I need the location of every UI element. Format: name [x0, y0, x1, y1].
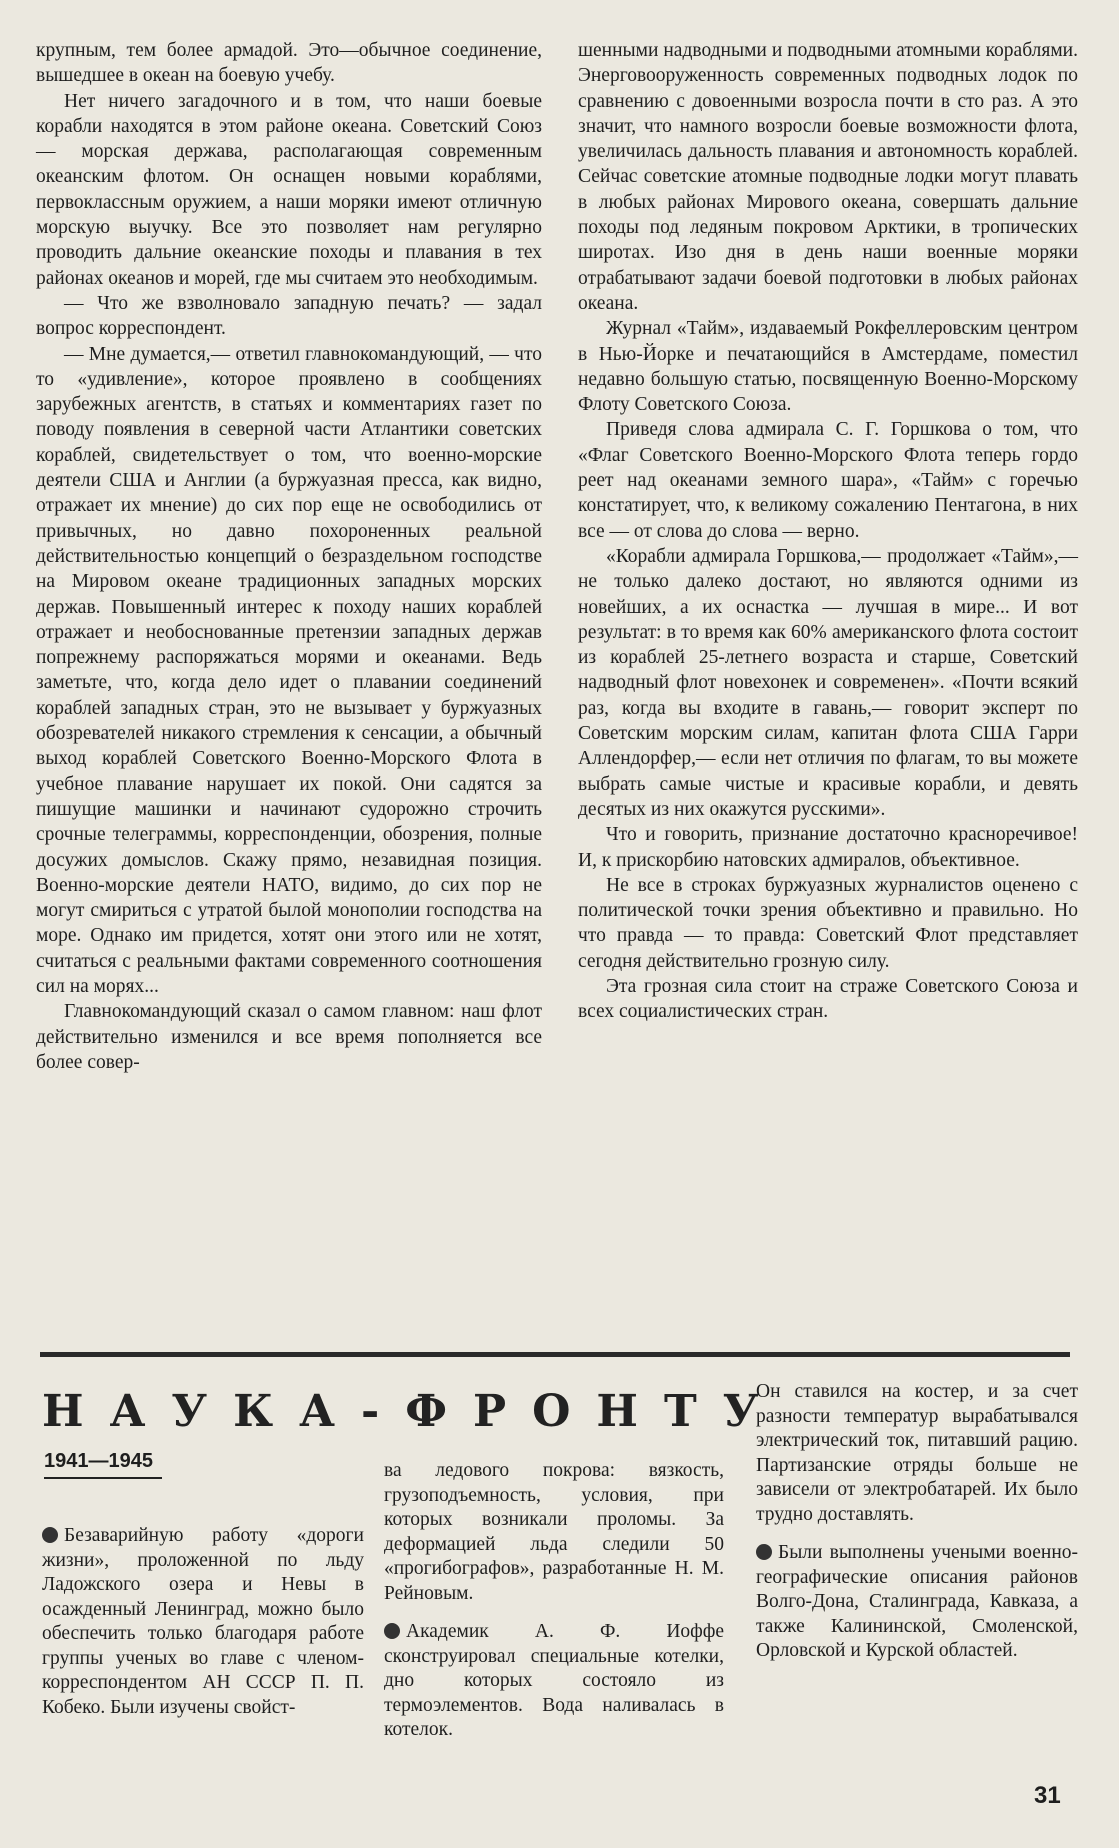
paragraph: крупным, тем более армадой. Это—обычное соединение, вышедшее в океан на боевую учебу. [36, 40, 542, 87]
paragraph: Были выполнены учеными военно-географические описания районов Волго-Дона, Сталинграда, Кавказа, а также Калининской, Смоленской, Орловской и Курской областей. [756, 1542, 1078, 1661]
paragraph: Журнал «Тайм», издаваемый Рокфеллеровским центром в Нью-Йорке и печатающийся в Амстердаме, поместил недавно большую статью, посвященную Военно-Морскому Флоту Советского Союза. [578, 318, 1078, 416]
paragraph: Безаварийную работу «дороги жизни», проложенной по льду Ладожского озера и Невы в осажденный Ленинград, можно было обеспечить только благодаря работе группы ученых во главе с членом-корреспондентом АН СССР П. П. Кобеко. Были изучены свойст- [42, 1525, 364, 1718]
section-years: 1941—1945 [44, 1450, 162, 1479]
paragraph: ва ледового покрова: вязкость, грузоподъемность, условия, при которых возникали проломы. За деформацией льда следили 50 «прогибографов», разработанные Н. М. Рейновым. [384, 1460, 724, 1604]
page-number: 31 [1034, 1782, 1061, 1809]
section-column-2 [384, 1459, 724, 1757]
paragraph: — Мне думается,— ответил главнокомандующий, — что то «удивление», которое проявлено в сообщениях зарубежных агентств, в статьях и комментариях газет по поводу появления в северной части Атлантики советских кораблей, свидетельствует о том, что военно-морские деятели США и Англии (а буржуазная пресса, как видно, отражает их мнение) до сих пор еще не освободились от привычных, но давно похороненных реальной действительностью концепций о безраздельном господстве на Мировом океане традиционных западных морских держав. Повышенный интерес к походу наших кораблей отражает и необоснованные претензии западных держав попрежнему распоряжаться морями и океанами. Ведь заметьте, что, когда дело идет о плавании соединений кораблей западных стран, это не вызывает у буржуазных обозревателей никакого стремления к сенсации, а обычный выход кораблей Советского Военно-Морского Флота в учебное плавание нарушает их покой. Они садятся за пишущие машинки и начинают судорожно строчить срочные телеграммы, корреспонденции, обозрения, полные досужих домыслов. Скажу прямо, незавидная позиция. Военно-морские деятели НАТО, видимо, до сих пор не могут смириться с утратой былой монополии господства на море. Однако им придется, хотят они этого или не хотят, считаться с реальными фактами современного соотношения сил на морях... [36, 343, 542, 997]
paragraph: Не все в строках буржуазных журналистов оценено с политической точки зрения объективно и правильно. Но что правда — то правда: Советский Флот представляет сегодня действительно грозную силу. [578, 874, 1078, 972]
paragraph: шенными надводными и подводными атомными кораблями. Энерговооруженность современных подводных лодок по сравнению с довоенными возросла почти в сто раз. А это значит, что намного возросли боевые возможности флота, увеличилась дальность плавания и автономность кораблей. Сейчас советские атомные подводные лодки могут плавать в любых районах Мирового океана, совершать дальние походы под ледяным покровом Арктики, в тропических широтах. Изо дня в день наши военные моряки отрабатывают задачи боевой подготовки в любых районах океана. [578, 40, 1078, 314]
bullet-icon [384, 1623, 400, 1639]
section-title: НАУКА-ФРОНТУ [42, 1386, 785, 1437]
paragraph: Приведя слова адмирала С. Г. Горшкова о том, что «Флаг Советского Военно-Морского Флота теперь гордо реет над океанами земного шара», «Тайм» с горечью констатирует, что, к великому сожалению Пентагона, в них все — от слова до слова — верно. [578, 419, 1078, 542]
paragraph: Что и говорить, признание достаточно красноречивое! И, к прискорбию натовских адмиралов, объективное. [578, 824, 1078, 871]
section-column-3 [756, 1380, 1078, 1678]
paragraph: «Корабли адмирала Горшкова,— продолжает «Тайм»,— не только далеко достают, но являются одними из новейших, а их оснастка — лучшая в мире... И вот результат: в то время как 60% американского флота состоит из кораблей 25-летнего возраста и старше, Советский надводный флот новехонек и современен». «Почти всякий раз, когда вы входите в гавань,— говорит эксперт по Советским морским силам, капитан флота США Гарри Аллендорфер,— если нет отличия по флагам, то вы можете выбрать самые чистые и красивые корабли, и девять десятых из них окажутся русскими». [578, 545, 1078, 820]
paragraph: Главнокомандующий сказал о самом главном: наш флот действительно изменился и все время пополняется все более совер- [36, 1001, 542, 1073]
article-left-column [36, 38, 542, 1075]
paragraph: — Что же взволновало западную печать? — задал вопрос корреспондент. [36, 292, 542, 340]
paragraph: Академик А. Ф. Иоффе сконструировал специальные котелки, дно которых состояло из термоэлементов. Вода наливалась в котелок. [384, 1621, 724, 1740]
paragraph: Нет ничего загадочного и в том, что наши боевые корабли находятся в этом районе океана. Советский Союз — морская держава, располагающая современным океанским флотом. Он оснащен новыми кораблями, первоклассным оружием, а наши моряки имеют отличную морскую выучку. Все это позволяет нам регулярно проводить дальние океанские походы и плавания в тех районах океанов и морей, где мы считаем это необходимым. [36, 90, 542, 289]
article-right-column [578, 38, 1078, 1025]
paragraph: Эта грозная сила стоит на страже Советского Союза и всех социалистических стран. [578, 975, 1078, 1023]
bullet-icon [756, 1544, 772, 1560]
section-divider [40, 1352, 1070, 1357]
section-column-1 [42, 1524, 364, 1734]
bullet-icon [42, 1527, 58, 1543]
paragraph: Он ставился на костер, и за счет разности температур вырабатывался электрический ток, питавший рацию. Партизанские отряды больше не зависели от электробатарей. Их было трудно доставлять. [756, 1381, 1078, 1525]
